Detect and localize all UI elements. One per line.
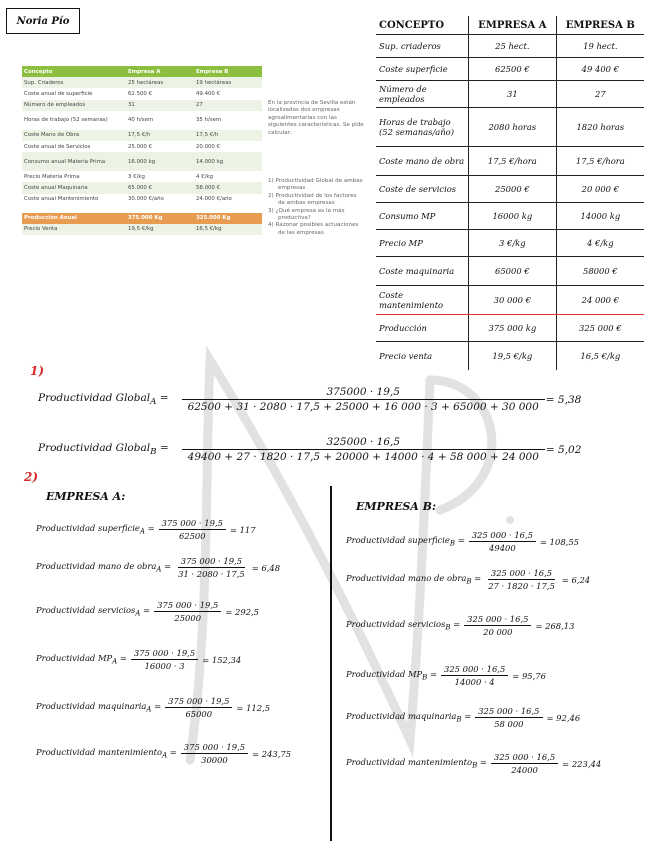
table-cell: 65.000 € [126, 182, 194, 193]
table-cell: 30.000 €/año [128, 196, 164, 203]
eq-denominator: 65000 [185, 709, 213, 719]
equation-global-a [38, 386, 581, 413]
handwritten-table [376, 16, 644, 370]
eq-result: = 243,75 [252, 748, 292, 759]
table-cell: 19,5 €/kg [469, 342, 557, 371]
eq-lhs: Productividad $MP_A$ = [36, 653, 127, 666]
table-cell: Precio venta [376, 342, 469, 371]
eq-denominator: 62500 + 31 · 2080 · 17,5 + 25000 + 16 000 · 3 + 65000 + 30 000 [187, 401, 539, 413]
table-cell: 49 400 € [556, 58, 644, 81]
question-item: 4) Razonar posibles actuaciones de las empresas [268, 222, 359, 236]
table-cell: 19 hectáreas [194, 77, 262, 88]
statement-questions [268, 178, 364, 237]
eq-result: = 223,44 [562, 758, 602, 769]
table-cell: Precio Venta [22, 224, 126, 235]
table-cell: Coste anual de superficie [24, 90, 93, 97]
empresa-b-heading: EMPRESA B: [356, 500, 437, 513]
table-cell: 14000 kg [556, 203, 644, 230]
eq-lhs: Productividad mano de obra$_A$ = [36, 561, 172, 574]
table-cell: 25000 € [469, 176, 557, 203]
eq-denominator: 49400 + 27 · 1820 · 17,5 + 20000 + 14000 · 4 + 58 000 + 24 000 [187, 451, 539, 463]
section-1-label: 1) [30, 364, 45, 378]
eq-denominator: 24000 [511, 765, 538, 775]
table-cell: 65000 € [469, 257, 557, 286]
table-row [22, 224, 262, 235]
eq-numerator: 375 000 · 19,5 [159, 518, 226, 530]
table-cell: 24 000 € [556, 286, 644, 315]
table-cell: 19 hect. [556, 35, 644, 58]
eq-numerator: 375 000 · 19,5 [181, 742, 248, 754]
eq-numerator: 325 000 · 16,5 [464, 614, 531, 626]
eq-numerator: 375 000 · 19,5 [165, 696, 232, 708]
table-cell: CONCEPTO [376, 16, 469, 35]
table-cell: 17,5 €/hora [556, 147, 644, 176]
eq-denominator: 14000 · 4 [454, 677, 495, 687]
eq-numerator: 325 000 · 16,5 [475, 706, 542, 718]
table-cell: Coste anual Mantenimiento [24, 196, 99, 203]
table-row [22, 77, 262, 88]
eq-denominator: 49400 [489, 543, 516, 553]
table-row [22, 182, 262, 193]
eq-result: = 152,34 [202, 654, 242, 665]
table-cell: Coste de servicios [376, 176, 469, 203]
table-row [22, 213, 262, 224]
factor-equation [346, 530, 579, 553]
table-row [22, 111, 262, 130]
table-cell: EMPRESA B [556, 16, 644, 35]
factor-equation [36, 518, 256, 541]
eq-denominator: 31 · 2080 · 17,5 [178, 569, 245, 579]
table-cell: Coste superficie [376, 58, 469, 81]
table-row [376, 203, 644, 230]
table-row [376, 257, 644, 286]
question-item: 2) Productividad de los factores de ambas empresas [268, 192, 357, 207]
question-item: 3) ¿Qué empresa es la más productiva? [268, 207, 345, 222]
table-cell: Producción Anual [22, 213, 126, 224]
eq-lhs: Productividad servicios$_A$ = [36, 605, 151, 618]
table-cell: 58000 € [556, 257, 644, 286]
eq-lhs: Productividad superficie$_A$ = [36, 523, 155, 536]
eq-numerator: 325 000 · 16,5 [488, 568, 555, 580]
eq-lhs: Productividad mano de obra$_B$ = [346, 573, 482, 586]
factor-equation [346, 664, 546, 687]
table-cell: Coste anual de Servicios [24, 143, 91, 150]
table-cell: Sup. criaderos [376, 35, 469, 58]
table-row [22, 152, 262, 171]
table-row [22, 88, 262, 99]
eq-result: = 112,5 [236, 702, 271, 713]
eq-denominator: 25000 [174, 613, 202, 623]
eq-denominator: 16000 · 3 [144, 661, 185, 671]
author-name: Noria Pío [16, 15, 70, 27]
table-cell: Coste mano de obra [376, 147, 469, 176]
factor-equation [36, 556, 280, 579]
table-cell: 17,5 €/hora [469, 147, 557, 176]
table-row [376, 230, 644, 257]
eq-lhs: Productividad servicios$_B$ = [346, 619, 461, 632]
table-cell: 16,5 €/kg [580, 351, 621, 361]
table-cell: 14.000 kg [194, 152, 262, 171]
factor-equation [346, 568, 590, 591]
table-cell: 31 [126, 100, 194, 111]
table-cell: Consumo anual Materia Prima [22, 152, 126, 171]
table-cell: Empresa A [126, 66, 194, 77]
table-cell: 40 h/sem [128, 117, 154, 124]
table-row [22, 100, 262, 111]
table-cell: 4 €/kg [196, 173, 213, 180]
table-cell: 3 €/kg [128, 173, 145, 180]
eq-lhs: Productividad maquinaria$_A$ = [36, 701, 162, 714]
table-row [22, 130, 262, 141]
table-cell: 25 hectáreas [126, 77, 194, 88]
table-cell: Coste Mano de Obra [22, 130, 126, 141]
table-row [376, 35, 644, 58]
table-cell: 27 [194, 100, 262, 111]
table-cell: 20 000 € [556, 176, 644, 203]
table-cell: Horas de trabajo (52 semanas/año) [376, 108, 469, 147]
eq-numerator: 325 000 · 16,5 [469, 530, 536, 542]
table-row [376, 147, 644, 176]
column-divider [330, 486, 332, 841]
eq-result: = 92,46 [546, 712, 581, 723]
eq-lhs: Productividad maquinaria$_B$ = [346, 711, 472, 724]
eq-denominator: 30000 [201, 755, 228, 765]
table-cell: 325 000 € [556, 315, 644, 342]
eq-numerator: 375 000 · 19,5 [178, 556, 245, 568]
table-row [376, 176, 644, 203]
table-cell: Precio Materia Prima [24, 173, 80, 180]
author-name-box [6, 8, 80, 34]
table-row [376, 81, 644, 108]
eq-result: = 108,55 [540, 536, 579, 547]
eq-result: = 5,38 [545, 393, 582, 406]
table-cell: 62.500 € [128, 90, 153, 97]
table-cell: 31 [469, 81, 557, 108]
table-row [376, 16, 644, 35]
eq-numerator: 375000 · 19,5 [182, 386, 545, 400]
eq-lhs: Productividad superficie$_B$ = [346, 535, 465, 548]
table-cell: Número de empleados [376, 81, 469, 108]
eq-result: = 292,5 [225, 606, 260, 617]
table-cell: 4 €/kg [556, 230, 644, 257]
table-cell: Sup. Criaderos [22, 77, 126, 88]
equation-global-b [38, 436, 581, 463]
eq-result: = 268,13 [535, 620, 575, 631]
table-cell: Número de empleados [22, 100, 126, 111]
table-row [376, 342, 644, 371]
table-cell: 17,5 €/h [194, 130, 262, 141]
factor-equation [346, 752, 601, 775]
table-row [22, 171, 262, 182]
table-cell: 30 000 € [469, 286, 557, 315]
table-cell: Producción [376, 315, 469, 342]
table-cell: 25 hect. [469, 35, 557, 58]
eq-denominator: 27 · 1820 · 17,5 [488, 581, 555, 591]
factor-equation [36, 600, 259, 623]
table-cell: 375 000 kg [469, 315, 557, 342]
eq-denominator: 58 000 [494, 719, 524, 729]
table-row [22, 66, 262, 77]
table-row [22, 194, 262, 205]
statement-text: En la provincia de Sevilla están localizadas dos empresas agroalimentarias con las siguientes características. Se pide calcular: [268, 100, 364, 136]
eq-denominator: 20 000 [483, 627, 513, 637]
table-cell: 17,5 €/h [126, 130, 194, 141]
table-cell: 58.000 € [194, 182, 262, 193]
table-row [376, 286, 644, 315]
eq-numerator: 325 000 · 16,5 [491, 752, 558, 764]
table-cell: EMPRESA A [469, 16, 557, 35]
factor-equation [346, 706, 580, 729]
table-gap [22, 205, 262, 213]
table-row [376, 108, 644, 147]
eq-result: = 6,48 [251, 562, 281, 573]
table-row [376, 315, 644, 342]
table-cell: Empresa B [194, 66, 262, 77]
table-cell: 24.000 €/año [196, 196, 232, 203]
table-row [22, 141, 262, 152]
table-cell: 19,5 €/kg [126, 224, 194, 235]
eq-result: = 6,24 [561, 574, 591, 585]
table-cell: Coste maquinaria [376, 257, 469, 286]
table-cell: Coste mantenimiento [376, 286, 469, 315]
factor-equation [36, 648, 241, 671]
table-cell: 16.000 kg [126, 152, 194, 171]
eq-numerator: 325 000 · 16,5 [441, 664, 508, 676]
eq-lhs: Productividad mantenimiento$_B$ = [346, 757, 487, 770]
factor-equation [346, 614, 574, 637]
table-cell: 1820 horas [556, 108, 644, 147]
factor-equation [36, 696, 270, 719]
eq-lhs: Productividad $MP_B$ = [346, 669, 437, 682]
table-cell: 25.000 € [128, 143, 153, 150]
table-cell: 27 [556, 81, 644, 108]
eq-result: = 5,02 [545, 443, 582, 456]
table-cell: Consumo MP [376, 203, 469, 230]
table-cell: Precio MP [376, 230, 469, 257]
eq-denominator: 62500 [178, 531, 206, 541]
eq-result: = 117 [229, 524, 256, 535]
eq-numerator: 375 000 · 19,5 [131, 648, 198, 660]
table-cell: 3 €/kg [469, 230, 557, 257]
table-cell: 325.000 Kg [194, 213, 262, 224]
eq-numerator: 325000 · 16,5 [182, 436, 545, 450]
eq-lhs: Productividad Global$_B$ = [38, 441, 169, 458]
question-item: 1) Productividad Global de ambas empresas [268, 178, 363, 192]
section-2-label: 2) [24, 470, 39, 484]
table-cell: 62500 € [469, 58, 557, 81]
table-row [376, 58, 644, 81]
table-cell: 375.000 Kg [126, 213, 194, 224]
table-cell: Concepto [22, 66, 126, 77]
table-cell: 20.000 € [196, 143, 221, 150]
eq-result: = 95,76 [512, 670, 546, 681]
table-cell: 16000 kg [469, 203, 557, 230]
eq-lhs: Productividad Global$_A$ = [38, 391, 169, 408]
factor-equation [36, 742, 291, 765]
eq-numerator: 375 000 · 19,5 [154, 600, 221, 612]
table-cell: 2080 horas [469, 108, 557, 147]
statement-table [22, 66, 262, 235]
table-cell: 49.400 € [196, 90, 221, 97]
empresa-a-heading: EMPRESA A: [46, 490, 126, 503]
table-cell: 16,5 €/kg [194, 224, 262, 235]
eq-lhs: Productividad mantenimiento$_A$ = [36, 747, 177, 760]
table-cell: Horas de trabajo (52 semanas) [24, 117, 108, 124]
table-cell: 35 h/sem [196, 117, 222, 124]
table-cell: Coste anual Maquinaria [22, 182, 126, 193]
